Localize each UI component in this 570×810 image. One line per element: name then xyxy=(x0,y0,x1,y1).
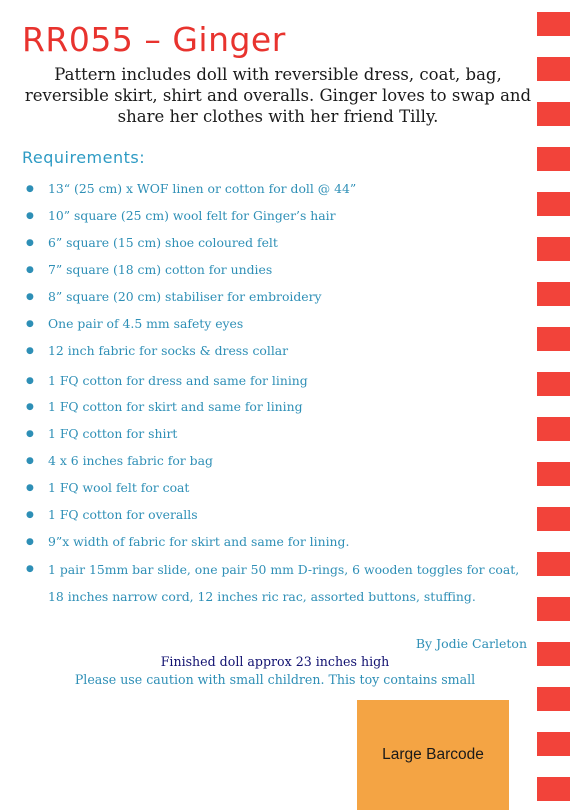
requirement-item xyxy=(20,502,520,528)
stripe-block xyxy=(537,147,570,171)
author-credit: By Jodie Carleton xyxy=(415,636,527,651)
requirement-text: 13“ (25 cm) x WOF linen or cotton for doll @ 44” xyxy=(48,181,357,196)
requirement-item xyxy=(20,448,520,474)
decorative-stripe-border xyxy=(537,0,570,810)
bullet-icon: ● xyxy=(26,510,34,520)
intro-paragraph: Pattern includes doll with reversible dress, coat, bag, reversible skirt, shirt and overalls. Ginger loves to swap and share her clothes with her friend Tilly. xyxy=(24,65,532,126)
requirement-item xyxy=(20,311,520,337)
stripe-block xyxy=(537,372,570,396)
requirement-item xyxy=(20,421,520,447)
requirement-text: 1 FQ wool felt for coat xyxy=(48,480,190,495)
requirements-heading: Requirements: xyxy=(22,148,146,167)
requirement-text: 6” square (15 cm) shoe coloured felt xyxy=(48,235,278,250)
requirement-text: 1 FQ cotton for dress and same for lining xyxy=(48,373,308,388)
stripe-block xyxy=(537,417,570,441)
requirement-text: 12 inch fabric for socks & dress collar xyxy=(48,343,289,358)
stripe-block xyxy=(537,732,570,756)
stripe-block xyxy=(537,777,570,801)
stripe-block xyxy=(537,687,570,711)
bullet-icon: ● xyxy=(26,346,34,356)
requirement-text: One pair of 4.5 mm safety eyes xyxy=(48,316,244,331)
requirement-text: 10” square (25 cm) wool felt for Ginger’s hair xyxy=(48,208,336,223)
stripe-block xyxy=(537,192,570,216)
requirement-item xyxy=(20,257,520,283)
requirement-item xyxy=(20,338,520,364)
bullet-icon: ● xyxy=(26,184,34,194)
stripe-block xyxy=(537,327,570,351)
stripe-block xyxy=(537,552,570,576)
bullet-icon: ● xyxy=(26,564,34,574)
stripe-block xyxy=(537,507,570,531)
bullet-icon: ● xyxy=(26,402,34,412)
page-title: RR055 – Ginger xyxy=(22,20,286,59)
stripe-block xyxy=(537,12,570,36)
barcode-placeholder xyxy=(357,700,509,810)
requirement-text: 8” square (20 cm) stabiliser for embroidery xyxy=(48,289,322,304)
bullet-icon: ● xyxy=(26,537,34,547)
requirement-item xyxy=(20,203,520,229)
requirement-text: 1 FQ cotton for skirt and same for lining xyxy=(48,399,303,414)
stripe-block xyxy=(537,282,570,306)
requirement-text: 9”x width of fabric for skirt and same for lining. xyxy=(48,534,350,549)
requirement-item xyxy=(20,529,520,555)
requirement-item xyxy=(20,284,520,310)
requirement-item xyxy=(20,475,520,501)
requirement-text: 7” square (18 cm) cotton for undies xyxy=(48,262,273,277)
requirement-text: 1 pair 15mm bar slide, one pair 50 mm D-rings, 6 wooden toggles for coat, 18 inches narrow cord, 12 inches ric rac, assorted buttons, stuffing. xyxy=(48,562,520,604)
bullet-icon: ● xyxy=(26,456,34,466)
bullet-icon: ● xyxy=(26,483,34,493)
bullet-icon: ● xyxy=(26,265,34,275)
bullet-icon: ● xyxy=(26,429,34,439)
requirement-item xyxy=(20,368,520,394)
stripe-block xyxy=(537,57,570,81)
requirement-item xyxy=(20,230,520,256)
stripe-block xyxy=(537,597,570,621)
bullet-icon: ● xyxy=(26,211,34,221)
stripe-block xyxy=(537,642,570,666)
caution-note: Please use caution with small children. This toy contains small xyxy=(74,672,476,687)
bullet-icon: ● xyxy=(26,238,34,248)
requirement-text: 1 FQ cotton for shirt xyxy=(48,426,178,441)
requirement-item xyxy=(20,394,520,420)
requirement-item xyxy=(20,556,520,610)
finished-size-note: Finished doll approx 23 inches high xyxy=(160,654,390,669)
stripe-block xyxy=(537,237,570,261)
bullet-icon: ● xyxy=(26,376,34,386)
requirement-text: 1 FQ cotton for overalls xyxy=(48,507,198,522)
bullet-icon: ● xyxy=(26,319,34,329)
bullet-icon: ● xyxy=(26,292,34,302)
barcode-label: Large Barcode xyxy=(382,746,484,763)
requirement-item xyxy=(20,176,520,202)
requirement-text: 4 x 6 inches fabric for bag xyxy=(48,453,213,468)
stripe-block xyxy=(537,462,570,486)
stripe-block xyxy=(537,102,570,126)
